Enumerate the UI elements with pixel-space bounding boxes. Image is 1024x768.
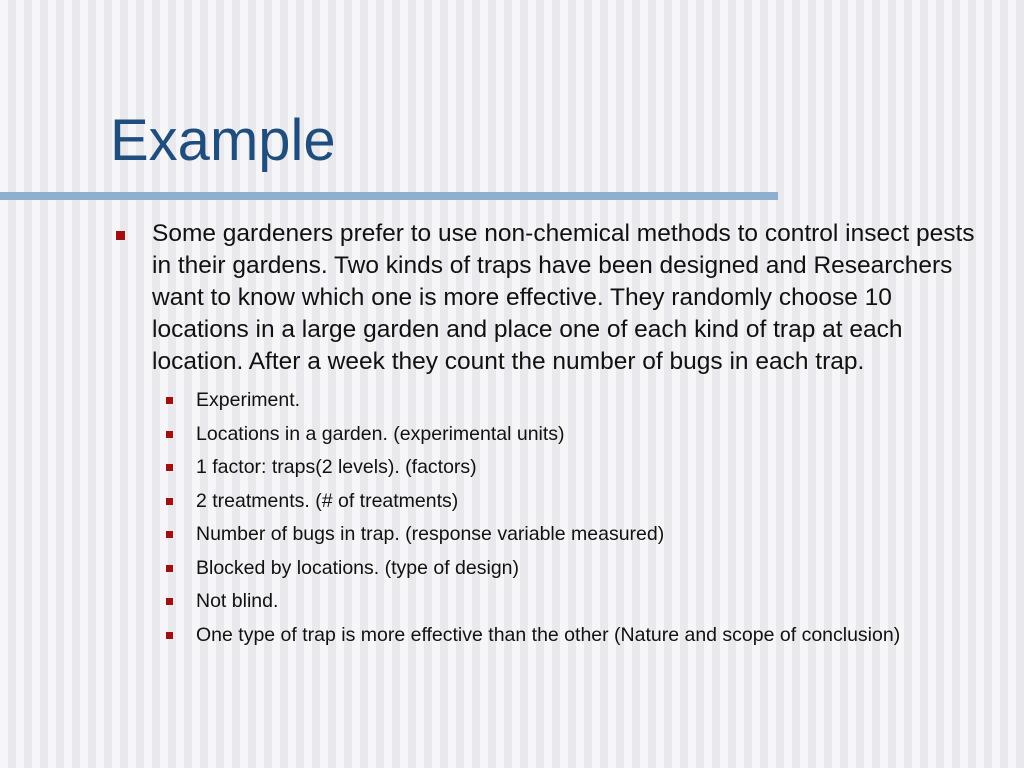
sub-bullet-item: [114, 421, 994, 447]
sub-bullet-list: [114, 387, 994, 648]
square-bullet-icon: [166, 464, 173, 471]
sub-bullet-item: [114, 555, 994, 581]
sub-bullet-item: [114, 588, 994, 614]
square-bullet-icon: [166, 397, 173, 404]
square-bullet-icon: [166, 565, 173, 572]
sub-bullet-item: [114, 488, 994, 514]
square-bullet-icon: [166, 632, 173, 639]
sub-bullet-item: [114, 454, 994, 480]
main-bullet-item: [114, 218, 994, 378]
square-bullet-icon: [166, 498, 173, 505]
title-underline-rule: [0, 192, 778, 200]
sub-bullet-text: Number of bugs in trap. (response variable measured): [196, 523, 665, 545]
sub-bullet-text: Blocked by locations. (type of design): [196, 556, 520, 579]
square-bullet-icon: [166, 431, 173, 438]
sub-bullet-item: [114, 521, 994, 547]
sub-bullet-text: One type of trap is more effective than the other (Nature and scope of conclusion): [196, 623, 901, 646]
sub-bullet-item: [114, 387, 994, 413]
sub-bullet-item: [114, 622, 994, 648]
square-bullet-icon: [166, 531, 173, 538]
sub-bullet-text: 1 factor: traps(2 levels). (factors): [196, 456, 477, 478]
sub-bullet-text: Experiment.: [196, 389, 301, 411]
square-bullet-icon: [166, 598, 173, 605]
sub-bullet-text: Locations in a garden. (experimental units): [196, 422, 565, 445]
sub-bullet-text: Not blind.: [196, 590, 279, 612]
slide-title: Example: [110, 108, 336, 173]
square-bullet-icon: [116, 231, 125, 240]
slide-body: [114, 218, 994, 655]
main-bullet-text: Some gardeners prefer to use non-chemical methods to control insect pests in their gardens. Two kinds of traps have been designed and Researchers want to know which one is more effective. They randomly choose 10 locations in a large garden and place one of each kind of trap at each location. After a week they count the number of bugs in each trap.: [152, 220, 975, 375]
sub-bullet-text: 2 treatments. (# of treatments): [196, 489, 459, 512]
